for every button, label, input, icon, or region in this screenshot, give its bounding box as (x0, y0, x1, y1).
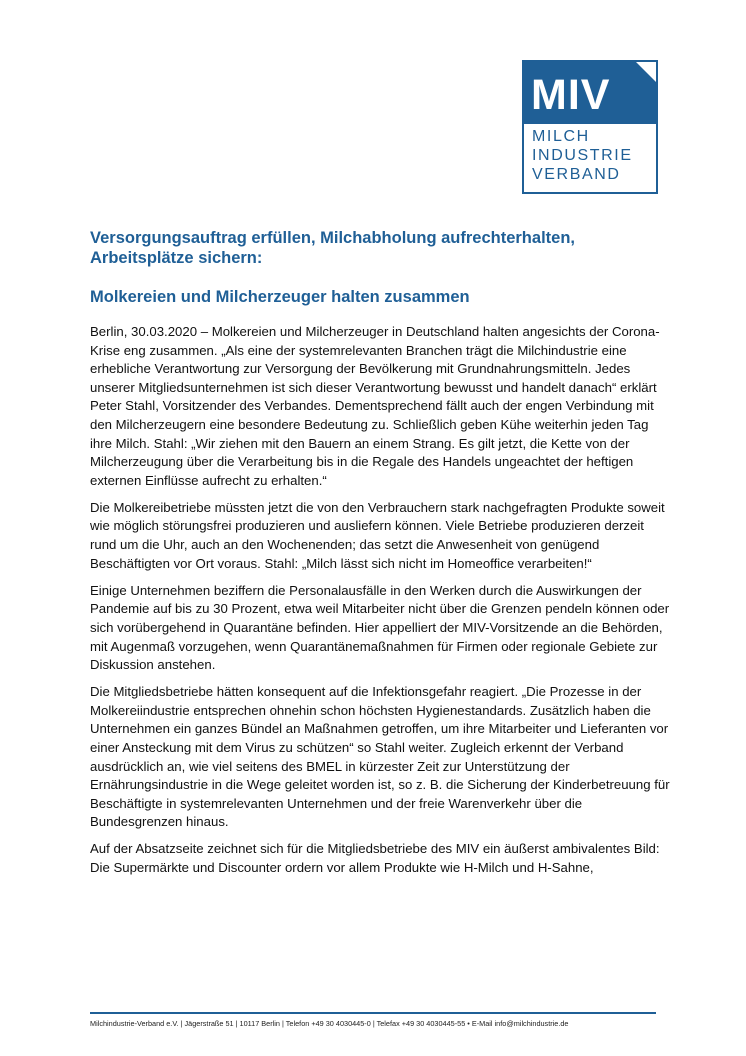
body-paragraph-3: Einige Unternehmen beziffern die Personalausfälle in den Werken durch die Auswirkungen der Pandemie auf bis zu 30 Prozent, etwa weil Mitarbeiter nicht über die Grenzen pendeln können oder sich vorübergehend in Quarantäne befinden. Hier appelliert der MIV-Vorsitzende an die Behörden, mit Augenmaß vorzugehen, wenn Quarantänemaßnahmen für Firmen oder regionale Gebiete zur Diskussion anstehen. (90, 582, 670, 673)
body-paragraph-1: Berlin, 30.03.2020 – Molkereien und Milcherzeuger in Deutschland halten angesichts der Corona-Krise eng zusammen. „Als eine der systemrelevanten Branchen trägt die Milchindustrie eine erhebliche Verantwortung zur Versorgung der Bevölkerung mit Grundnahrungsmitteln. Jedes unserer Mitgliedsunternehmen ist sich dieser Verantwortung bewusst und handelt danach“ erklärt Peter Stahl, Vorsitzender des Verbandes. Dementsprechend fällt auch der engen Verbindung mit den Milcherzeugern eine besondere Bedeutung zu. Schließlich geben Kühe weiterhin jeden Tag ihre Milch. Stahl: „Wir ziehen mit den Bauern an einem Strang. Es gilt jetzt, die Kette von der Milcherzeugung über die Verarbeitung bis in die Regale des Handels ungeachtet der heftigen externen Einflüsse aufrecht zu erhalten.“ (90, 324, 660, 488)
press-release-headline: Versorgungsauftrag erfüllen, Milchabholung aufrechterhalten, Arbeitsplätze sichern: (90, 229, 575, 267)
footer-contact-line: Milchindustrie-Verband e.V. | Jägerstraße 51 | 10117 Berlin | Telefon +49 30 4030445-0 | Telefax +49 30 4030445-55 • E-Mail info@milchindustrie.de (90, 1019, 569, 1028)
logo-abbreviation: MIV (531, 71, 611, 119)
footer-divider (90, 1012, 656, 1014)
press-release-subheadline: Molkereien und Milcherzeuger halten zusammen (90, 288, 470, 306)
logo-line-verband: VERBAND (532, 166, 621, 183)
miv-logo (522, 60, 658, 194)
logo-line-industrie: INDUSTRIE (532, 147, 633, 164)
press-release-body (90, 323, 670, 886)
logo-line-milch: MILCH (532, 128, 590, 145)
body-paragraph-2: Die Molkereibetriebe müssten jetzt die von den Verbrauchern stark nachgefragten Produkte soweit wie möglich störungsfrei produzieren und ausliefern können. Viele Betriebe produzieren derzeit rund um die Uhr, auch an den Wochenenden; das setzt die Anwesenheit von genügend Beschäftigten vor Ort voraus. Stahl: „Milch lässt sich nicht im Homeoffice verarbeiten!“ (90, 499, 665, 571)
body-paragraph-4: Die Mitgliedsbetriebe hätten konsequent auf die Infektionsgefahr reagiert. „Die Prozesse in der Molkereiindustrie entsprechen ohnehin schon höchsten Hygienestandards. Zusätzlich haben die Unternehmen ein ganzes Bündel an Maßnahmen getroffen, um ihre Mitarbeiter und Lieferanten vor einer Ansteckung mit dem Virus zu schützen“ so Stahl weiter. Zugleich erkennt der Verband ausdrücklich an, wie viel seitens des BMEL in kürzester Zeit zur Unterstützung der Ernährungsindustrie in die Wege geleitet worden ist, so z. B. die Sicherung der Kinderbetreuung für Beschäftigte in systemrelevanten Unternehmen und der freie Warenverkehr über die Bundesgrenzen hinaus. (90, 684, 670, 830)
body-paragraph-5: Auf der Absatzseite zeichnet sich für die Mitgliedsbetriebe des MIV ein äußerst ambivalentes Bild: Die Supermärkte und Discounter ordern vor allem Produkte wie H-Milch und H-Sahne, (90, 841, 660, 876)
